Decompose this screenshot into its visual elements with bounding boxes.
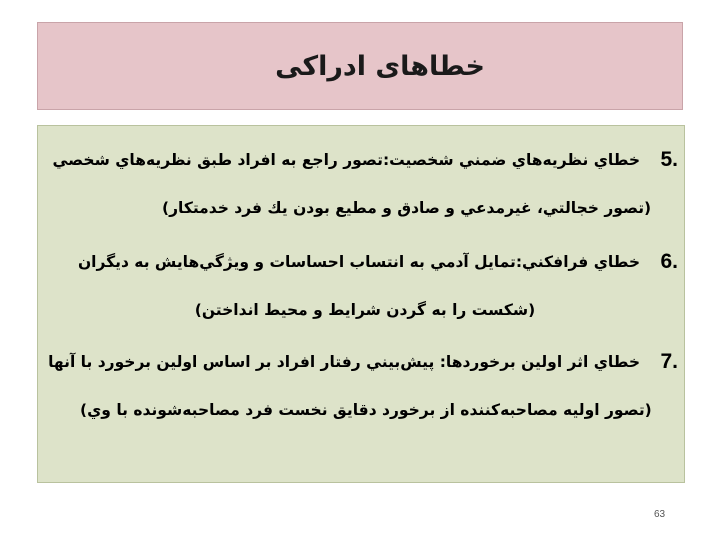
item-text: خطاي نظريه‌هاي ضمني شخصيت:تصور راجع به افراد طبق نظريه‌هاي شخصي (52, 151, 640, 169)
slide-title: خطاهای ادراکی (275, 50, 485, 82)
item-number: 5. (660, 148, 678, 171)
content-panel (37, 125, 685, 483)
list-item-5 (52, 148, 678, 220)
item-example: (تصور خجالتي، غيرمدعي و صادق و مطيع بودن يك فرد خدمتكار) (162, 199, 652, 217)
item-number: 6. (660, 250, 678, 273)
title-banner (37, 22, 683, 110)
page-number: 63 (654, 509, 666, 520)
list-item-7 (48, 350, 678, 422)
item-text: خطاي اثر اولين برخوردها: پيش‌بيني رفتار افراد بر اساس اولين برخورد با آنها (48, 353, 640, 371)
item-example: (تصور اوليه مصاحبه‌كننده از برخورد دقايق نخست فرد مصاحبه‌شونده با وي) (80, 401, 652, 419)
item-number: 7. (660, 350, 678, 373)
item-text: خطاي فرافكني:تمايل آدمي به انتساب احساسات و ويژگي‌هايش به ديگران (77, 253, 640, 271)
item-example: (شكست را به گردن شرايط و محيط انداختن) (194, 301, 536, 319)
list-item-6 (52, 250, 678, 322)
